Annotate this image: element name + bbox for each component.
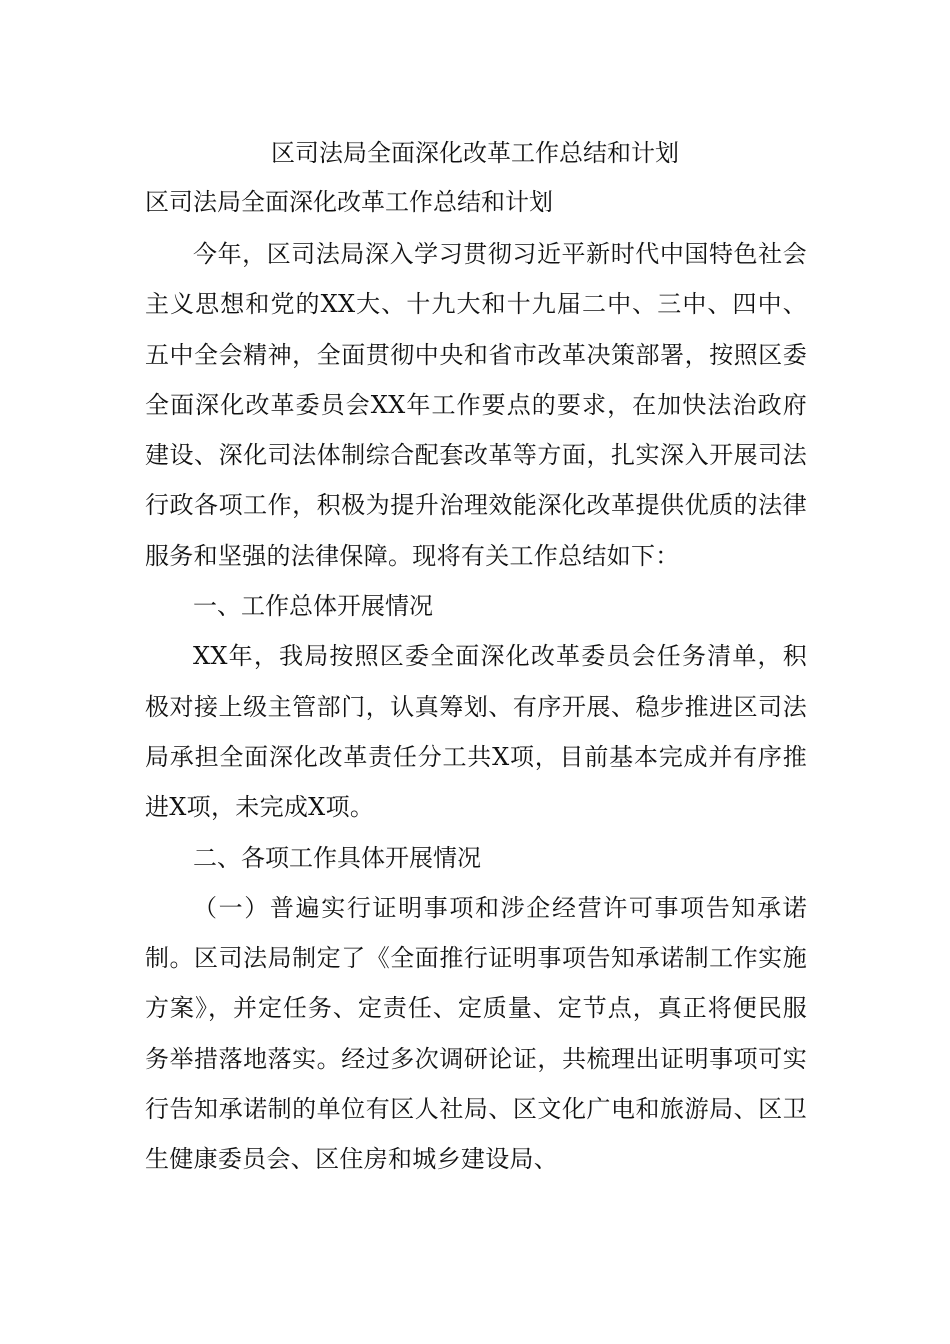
document-body bbox=[145, 229, 807, 1185]
intro-paragraph: 今年，区司法局深入学习贯彻习近平新时代中国特色社会主义思想和党的XX大、十九大和十九届二中、三中、四中、五中全会精神，全面贯彻中央和省市改革决策部署，按照区委全面深化改革委员会XX年工作要点的要求，在加快法治政府建设、深化司法体制综合配套改革等方面，扎实深入开展司法行政各项工作，积极为提升治理效能深化改革提供优质的法律服务和坚强的法律保障。现将有关工作总结如下： bbox=[145, 240, 807, 570]
overview-paragraph: XX年，我局按照区委全面深化改革委员会任务清单，积极对接上级主管部门，认真筹划、有序开展、稳步推进区司法局承担全面深化改革责任分工共X项，目前基本完成并有序推进X项，未完成X项。 bbox=[145, 642, 807, 822]
section-heading-2: 二、各项工作具体开展情况 bbox=[193, 843, 481, 872]
section-heading-1: 一、工作总体开展情况 bbox=[193, 592, 433, 621]
detail-paragraph: （一）普遍实行证明事项和涉企经营许可事项告知承诺制。区司法局制定了《全面推行证明事项告知承诺制工作实施方案》，并定任务、定责任、定质量、定节点，真正将便民服务举措落地落实。经过多次调研论证，共梳理出证明事项可实行告知承诺制的单位有区人社局、区文化广电和旅游局、区卫生健康委员会、区住房和城乡建设局、 bbox=[145, 893, 807, 1174]
document-title: 区司法局全面深化改革工作总结和计划 bbox=[271, 139, 679, 167]
document-subtitle: 区司法局全面深化改革工作总结和计划 bbox=[145, 188, 553, 216]
